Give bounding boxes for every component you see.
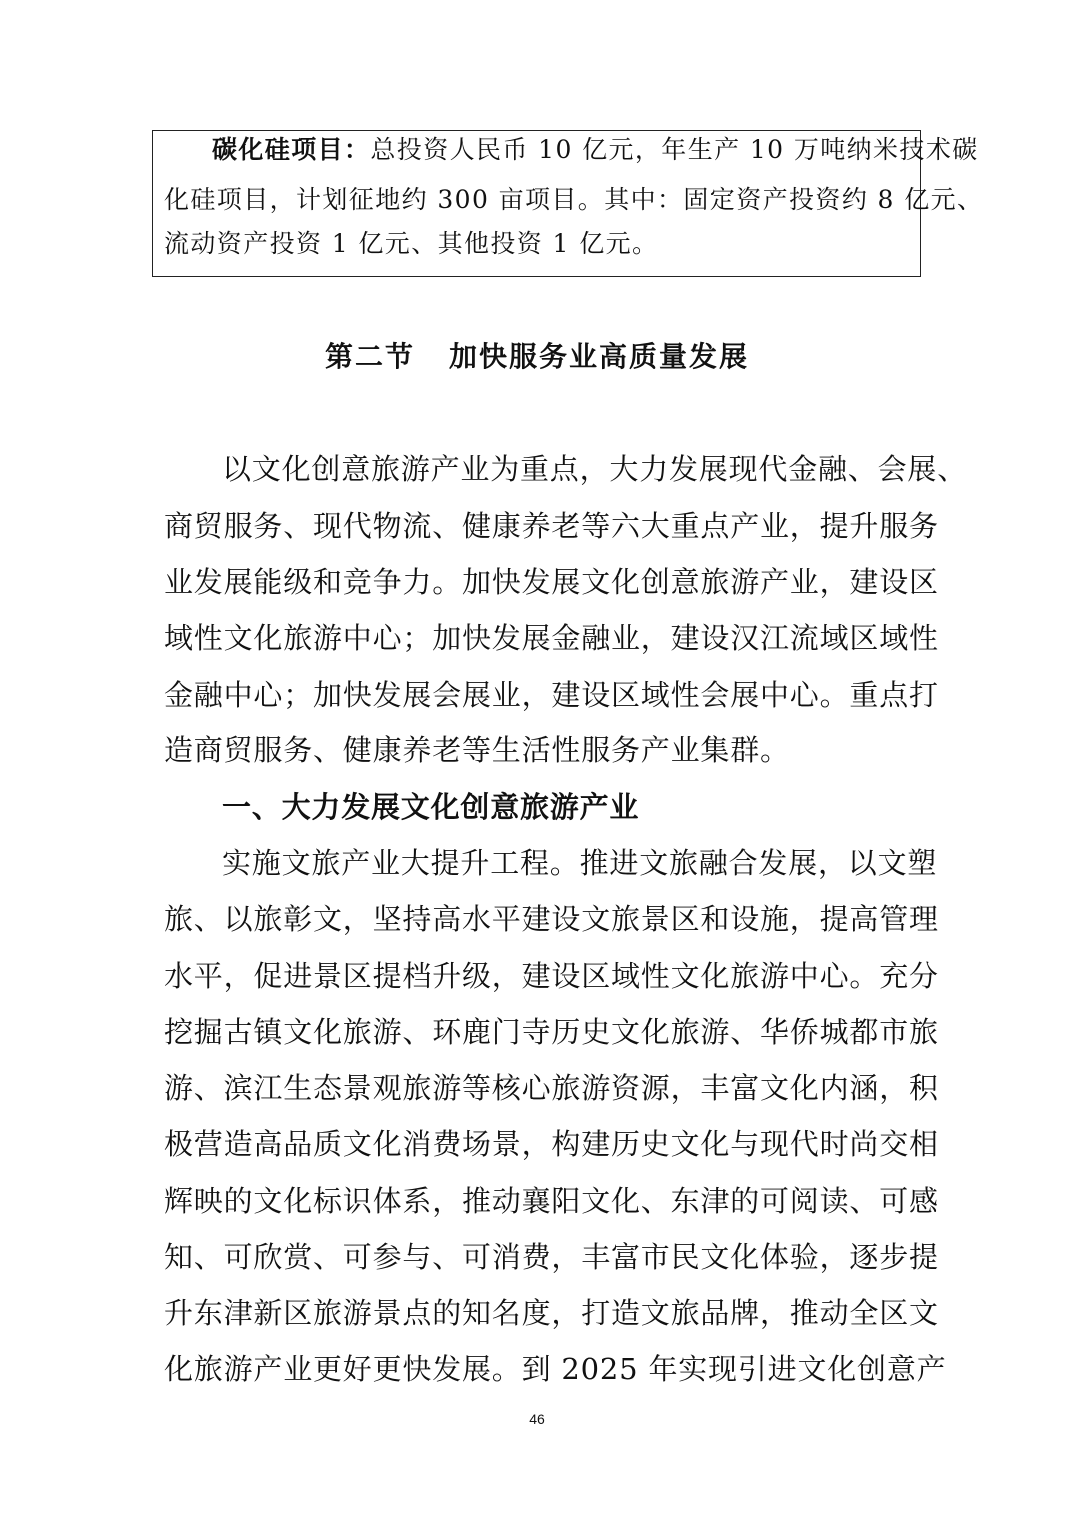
paragraph-1-line-2: 商贸服务、现代物流、健康养老等六大重点产业，提升服务 xyxy=(164,509,939,543)
paragraph-1-line-5: 金融中心；加快发展会展业，建设区域性会展中心。重点打 xyxy=(164,678,939,712)
section-title: 加快服务业高质量发展 xyxy=(449,340,750,373)
section-heading xyxy=(0,338,1074,376)
paragraph-2-line-8: 知、可欣赏、可参与、可消费，丰富市民文化体验，逐步提 xyxy=(164,1240,939,1274)
section-number: 第二节 xyxy=(324,340,415,373)
paragraph-2-line-2: 旅、以旅彰文，坚持高水平建设文旅景区和设施，提高管理 xyxy=(164,902,939,936)
paragraph-2-line-1: 实施文旅产业大提升工程。推进文旅融合发展，以文塑 xyxy=(222,846,938,880)
project-box-text-1: 总投资人民币 10 亿元，年生产 10 万吨纳米技术碳 xyxy=(370,135,979,164)
paragraph-1-line-4: 域性文化旅游中心；加快发展金融业，建设汉江流域区域性 xyxy=(164,621,939,655)
project-box-line-3: 流动资产投资 1 亿元、其他投资 1 亿元。 xyxy=(164,229,659,258)
page-number: 46 xyxy=(529,1411,545,1427)
paragraph-2-line-5: 游、滨江生态景观旅游等核心旅游资源，丰富文化内涵，积 xyxy=(164,1071,939,1105)
paragraph-2-line-9: 升东津新区旅游景点的知名度，打造文旅品牌，推动全区文 xyxy=(164,1296,939,1330)
paragraph-2-line-4: 挖掘古镇文化旅游、环鹿门寺历史文化旅游、华侨城都市旅 xyxy=(164,1015,939,1049)
paragraph-2-line-7: 辉映的文化标识体系，推动襄阳文化、东津的可阅读、可感 xyxy=(164,1184,939,1218)
paragraph-2-line-10: 化旅游产业更好更快发展。到 2025 年实现引进文化创意产 xyxy=(164,1352,947,1386)
paragraph-2-line-3: 水平，促进景区提档升级，建设区域性文化旅游中心。充分 xyxy=(164,959,939,993)
project-box-label: 碳化硅项目： xyxy=(212,135,371,164)
paragraph-2-line-6: 极营造高品质文化消费场景，构建历史文化与现代时尚交相 xyxy=(164,1127,939,1161)
project-box-line-2: 化硅项目，计划征地约 300 亩项目。其中：固定资产投资约 8 亿元、 xyxy=(164,185,984,214)
paragraph-1-line-6: 造商贸服务、健康养老等生活性服务产业集群。 xyxy=(164,733,790,767)
project-box-line-1 xyxy=(212,132,979,168)
paragraph-1-line-3: 业发展能级和竞争力。加快发展文化创意旅游产业，建设区 xyxy=(164,565,939,599)
paragraph-1-line-1: 以文化创意旅游产业为重点，大力发展现代金融、会展、 xyxy=(222,452,968,486)
subheading: 一、大力发展文化创意旅游产业 xyxy=(222,790,640,824)
